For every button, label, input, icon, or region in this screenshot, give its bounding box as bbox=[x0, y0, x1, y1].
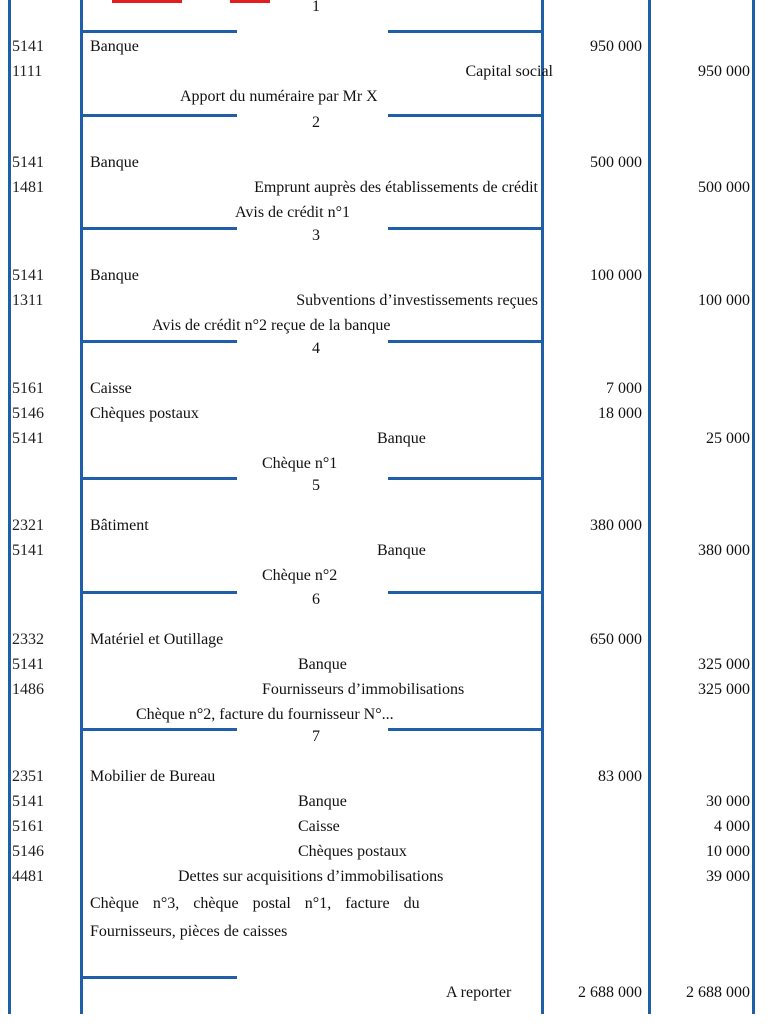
entry-separator-right bbox=[388, 728, 541, 731]
account-label: Chèques postaux bbox=[90, 405, 199, 422]
entry-description: Avis de crédit n°2 reçue de la banque bbox=[152, 317, 391, 334]
entry-separator-left bbox=[82, 477, 237, 480]
footer-debit-total: 2 688 000 bbox=[578, 984, 642, 1001]
debit-amount: 7 000 bbox=[606, 380, 642, 397]
credit-amount: 380 000 bbox=[698, 542, 750, 559]
entry-number: 2 bbox=[312, 114, 320, 131]
credit-amount: 100 000 bbox=[698, 292, 750, 309]
account-label: Emprunt auprès des établissements de crédit bbox=[254, 179, 538, 196]
ledger-right-rule bbox=[752, 0, 755, 1014]
account-code: 4481 bbox=[12, 868, 44, 885]
entry-separator-left bbox=[82, 30, 237, 33]
account-label: Chèques postaux bbox=[298, 843, 407, 860]
account-code: 2321 bbox=[12, 517, 44, 534]
entry-separator-left bbox=[82, 591, 237, 594]
account-label: Matériel et Outillage bbox=[90, 631, 224, 648]
credit-amount: 30 000 bbox=[706, 793, 750, 810]
account-label: Banque bbox=[377, 542, 426, 559]
credit-amount: 10 000 bbox=[706, 843, 750, 860]
entry-separator-right bbox=[388, 477, 541, 480]
account-code: 1111 bbox=[12, 63, 43, 80]
account-code: 5141 bbox=[12, 430, 44, 447]
entry-separator-left bbox=[82, 728, 237, 731]
entry-separator-left bbox=[82, 227, 237, 230]
account-label: Caisse bbox=[298, 818, 340, 835]
entry-separator-right bbox=[388, 114, 541, 117]
account-label: Banque bbox=[298, 656, 347, 673]
account-label: Bâtiment bbox=[90, 517, 149, 534]
account-label: Capital social bbox=[465, 63, 553, 80]
entry-number: 5 bbox=[312, 477, 320, 494]
account-code: 5141 bbox=[12, 656, 44, 673]
account-label: Dettes sur acquisitions d’immobilisations bbox=[178, 868, 444, 885]
credit-amount: 325 000 bbox=[698, 681, 750, 698]
account-label: Banque bbox=[298, 793, 347, 810]
entry-separator-left bbox=[82, 340, 237, 343]
debit-amount: 100 000 bbox=[590, 267, 642, 284]
entry-number: 3 bbox=[312, 227, 320, 244]
ledger-left-rule bbox=[8, 0, 11, 1014]
account-label: Mobilier de Bureau bbox=[90, 768, 216, 785]
entry-description: Chèque n°1 bbox=[262, 455, 338, 472]
account-code: 5146 bbox=[12, 843, 44, 860]
credit-amount: 39 000 bbox=[706, 868, 750, 885]
entry-separator-left bbox=[82, 114, 237, 117]
red-accent-mark bbox=[112, 0, 182, 3]
debit-amount: 18 000 bbox=[598, 405, 642, 422]
entry-number: 7 bbox=[312, 728, 320, 745]
account-code: 5146 bbox=[12, 405, 44, 422]
account-code: 5161 bbox=[12, 380, 44, 397]
entry-number: 1 bbox=[312, 0, 320, 15]
entry-separator-right bbox=[388, 227, 541, 230]
entry-description: Fournisseurs, pièces de caisses bbox=[90, 923, 288, 940]
ledger-debit-rule bbox=[541, 0, 544, 1014]
account-code: 5141 bbox=[12, 542, 44, 559]
account-label: Fournisseurs d’immobilisations bbox=[262, 681, 465, 698]
account-code: 5161 bbox=[12, 818, 44, 835]
entry-description: Apport du numéraire par Mr X bbox=[180, 88, 378, 105]
entry-separator-right bbox=[388, 340, 541, 343]
account-label: Subventions d’investissements reçues bbox=[296, 292, 538, 309]
entry-separator-right bbox=[388, 30, 541, 33]
account-code: 5141 bbox=[12, 267, 44, 284]
credit-amount: 4 000 bbox=[714, 818, 750, 835]
account-code: 5141 bbox=[12, 154, 44, 171]
account-code: 1311 bbox=[12, 292, 44, 309]
debit-amount: 500 000 bbox=[590, 154, 642, 171]
credit-amount: 25 000 bbox=[706, 430, 750, 447]
account-label: Caisse bbox=[90, 380, 132, 397]
entry-description: Chèque n°3, chèque postal n°1, facture du bbox=[90, 895, 420, 912]
account-label: Banque bbox=[90, 154, 139, 171]
footer-rule-left bbox=[82, 976, 237, 979]
account-code: 5141 bbox=[12, 793, 44, 810]
debit-amount: 83 000 bbox=[598, 768, 642, 785]
account-code: 1486 bbox=[12, 681, 44, 698]
entry-description: Chèque n°2 bbox=[262, 567, 338, 584]
debit-amount: 950 000 bbox=[590, 38, 642, 55]
entry-number: 4 bbox=[312, 340, 320, 357]
footer-label: A reporter bbox=[446, 984, 512, 1001]
debit-amount: 380 000 bbox=[590, 517, 642, 534]
footer-credit-total: 2 688 000 bbox=[686, 984, 750, 1001]
entry-description: Chèque n°2, facture du fournisseur N°... bbox=[136, 706, 394, 723]
ledger-account-rule bbox=[80, 0, 83, 1014]
account-code: 5141 bbox=[12, 38, 44, 55]
ledger-credit-rule bbox=[648, 0, 651, 1014]
entry-number: 6 bbox=[312, 591, 320, 608]
credit-amount: 500 000 bbox=[698, 179, 750, 196]
account-label: Banque bbox=[90, 267, 139, 284]
account-label: Banque bbox=[90, 38, 139, 55]
account-code: 2351 bbox=[12, 768, 44, 785]
entry-description: Avis de crédit n°1 bbox=[235, 204, 350, 221]
account-code: 2332 bbox=[12, 631, 44, 648]
credit-amount: 950 000 bbox=[698, 63, 750, 80]
credit-amount: 325 000 bbox=[698, 656, 750, 673]
red-accent-mark bbox=[230, 0, 270, 3]
debit-amount: 650 000 bbox=[590, 631, 642, 648]
account-label: Banque bbox=[377, 430, 426, 447]
entry-separator-right bbox=[388, 591, 541, 594]
account-code: 1481 bbox=[12, 179, 44, 196]
